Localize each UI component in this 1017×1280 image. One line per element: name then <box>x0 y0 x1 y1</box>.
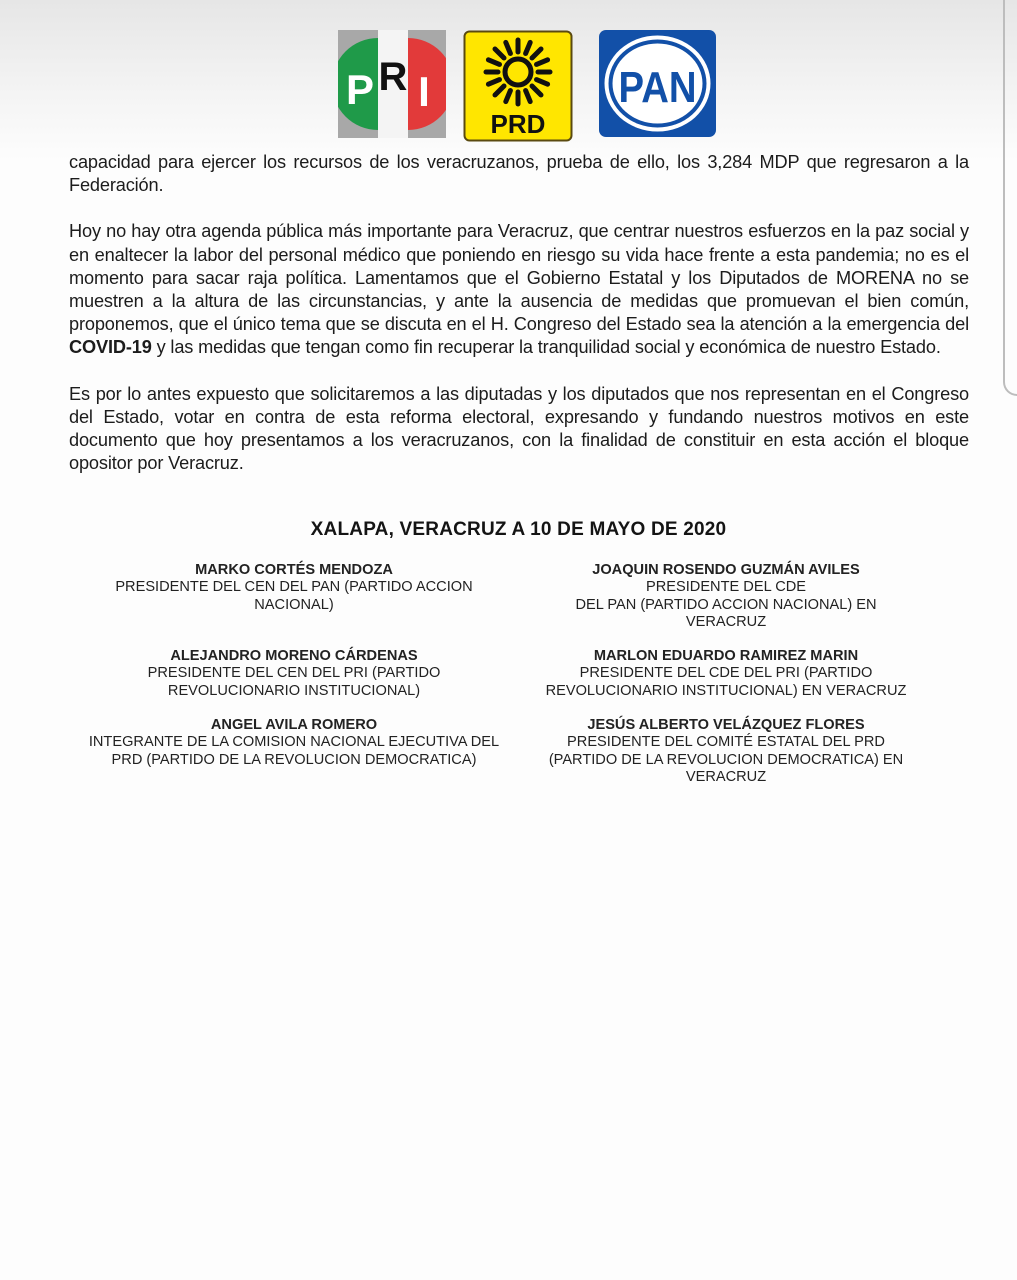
signatory-role-line: (PARTIDO DE LA REVOLUCION DEMOCRATICA) EN <box>548 751 904 768</box>
prd-logo <box>463 30 573 142</box>
signatory-name: MARKO CORTÉS MENDOZA <box>195 562 393 578</box>
signatory-role-line: VERACRUZ <box>685 769 767 786</box>
signatory-role-line: DEL PAN (PARTIDO ACCION NACIONAL) EN <box>575 596 877 613</box>
paragraph-2-text-a: Hoy no hay otra agenda pública más importante para Veracruz, que centrar nuestros esfuerzos en la paz social y en enaltecer la labor del personal médico que poniendo en riesgo su vida hace frente a esta pandemia; no es el momento para sacar raja política. Lamentamos que el Gobierno Estatal y los Diputados de MORENA no se muestren a la altura de las circunstancias, y ante la ausencia de medidas que promuevan el bien común, proponemos, que el único tema que se discuta en el H. Congreso del Estado sea la atención a la emergencia del <box>69 221 969 335</box>
pri-letter-p: P <box>345 66 375 113</box>
paragraph-1: capacidad para ejercer los recursos de los veracruzanos, prueba de ello, los 3,284 MDP que regresaron a la Federación. <box>69 152 969 196</box>
signatory-name: ALEJANDRO MORENO CÁRDENAS <box>170 648 418 664</box>
signatory-block <box>520 648 932 700</box>
pri-logo <box>338 30 446 138</box>
signatory-role-line: REVOLUCIONARIO INSTITUCIONAL) <box>167 682 421 699</box>
signatory-block <box>74 717 514 769</box>
signatory-role-line: PRESIDENTE DEL CEN DEL PRI (PARTIDO <box>147 665 441 682</box>
signatory-role-line: PRD (PARTIDO DE LA REVOLUCION DEMOCRATICA) <box>111 751 477 768</box>
signatory-name: JESÚS ALBERTO VELÁZQUEZ FLORES <box>587 717 865 733</box>
date-line: XALAPA, VERACRUZ A 10 DE MAYO DE 2020 <box>310 519 727 540</box>
signatory-name: JOAQUIN ROSENDO GUZMÁN AVILES <box>592 562 860 578</box>
signatory-role-line: PRESIDENTE DEL COMITÉ ESTATAL DEL PRD <box>567 734 885 751</box>
paragraph-2 <box>69 220 969 359</box>
signatory-name: ANGEL AVILA ROMERO <box>210 717 378 733</box>
signatory-block <box>520 717 932 787</box>
signatory-role-line: PRESIDENTE DEL CEN DEL PAN (PARTIDO ACCION <box>115 579 473 596</box>
document-body <box>69 151 969 498</box>
signatory-role-line: INTEGRANTE DE LA COMISION NACIONAL EJECUTIVA DEL <box>88 734 500 751</box>
pri-letter-i: I <box>418 68 430 115</box>
pan-label: PAN <box>618 63 697 112</box>
signatory-name: MARLON EDUARDO RAMIREZ MARIN <box>593 648 859 664</box>
party-logos <box>0 0 1017 150</box>
signatory-role-line: PRESIDENTE DEL CDE <box>645 579 807 596</box>
signatory-block <box>74 562 514 614</box>
paragraph-3: Es por lo antes expuesto que solicitaremos a las diputadas y los diputados que nos representan en el Congreso del Estado, votar en contra de esta reforma electoral, expresando y fundando nuestros motivos en este documento que hoy presentamos a los veracruzanos, con la finalidad de constituir en esta acción el bloque opositor por Veracruz. <box>69 383 969 474</box>
signatory-role-line: REVOLUCIONARIO INSTITUCIONAL) EN VERACRUZ <box>545 682 907 699</box>
pri-letter-r: R <box>378 55 408 99</box>
signatory-role-line: NACIONAL) <box>254 596 334 613</box>
pan-logo <box>599 30 716 137</box>
prd-label: PRD <box>490 109 546 139</box>
signatory-block <box>520 562 932 632</box>
signatory-role-line: VERACRUZ <box>685 614 767 631</box>
paragraph-2-text-b: y las medidas que tengan como fin recuperar la tranquilidad social y económica de nuestro Estado. <box>151 337 941 358</box>
signatory-role-line: PRESIDENTE DEL CDE DEL PRI (PARTIDO <box>579 665 873 682</box>
covid-highlight: COVID-19 <box>69 337 152 358</box>
signatory-block <box>74 648 514 700</box>
